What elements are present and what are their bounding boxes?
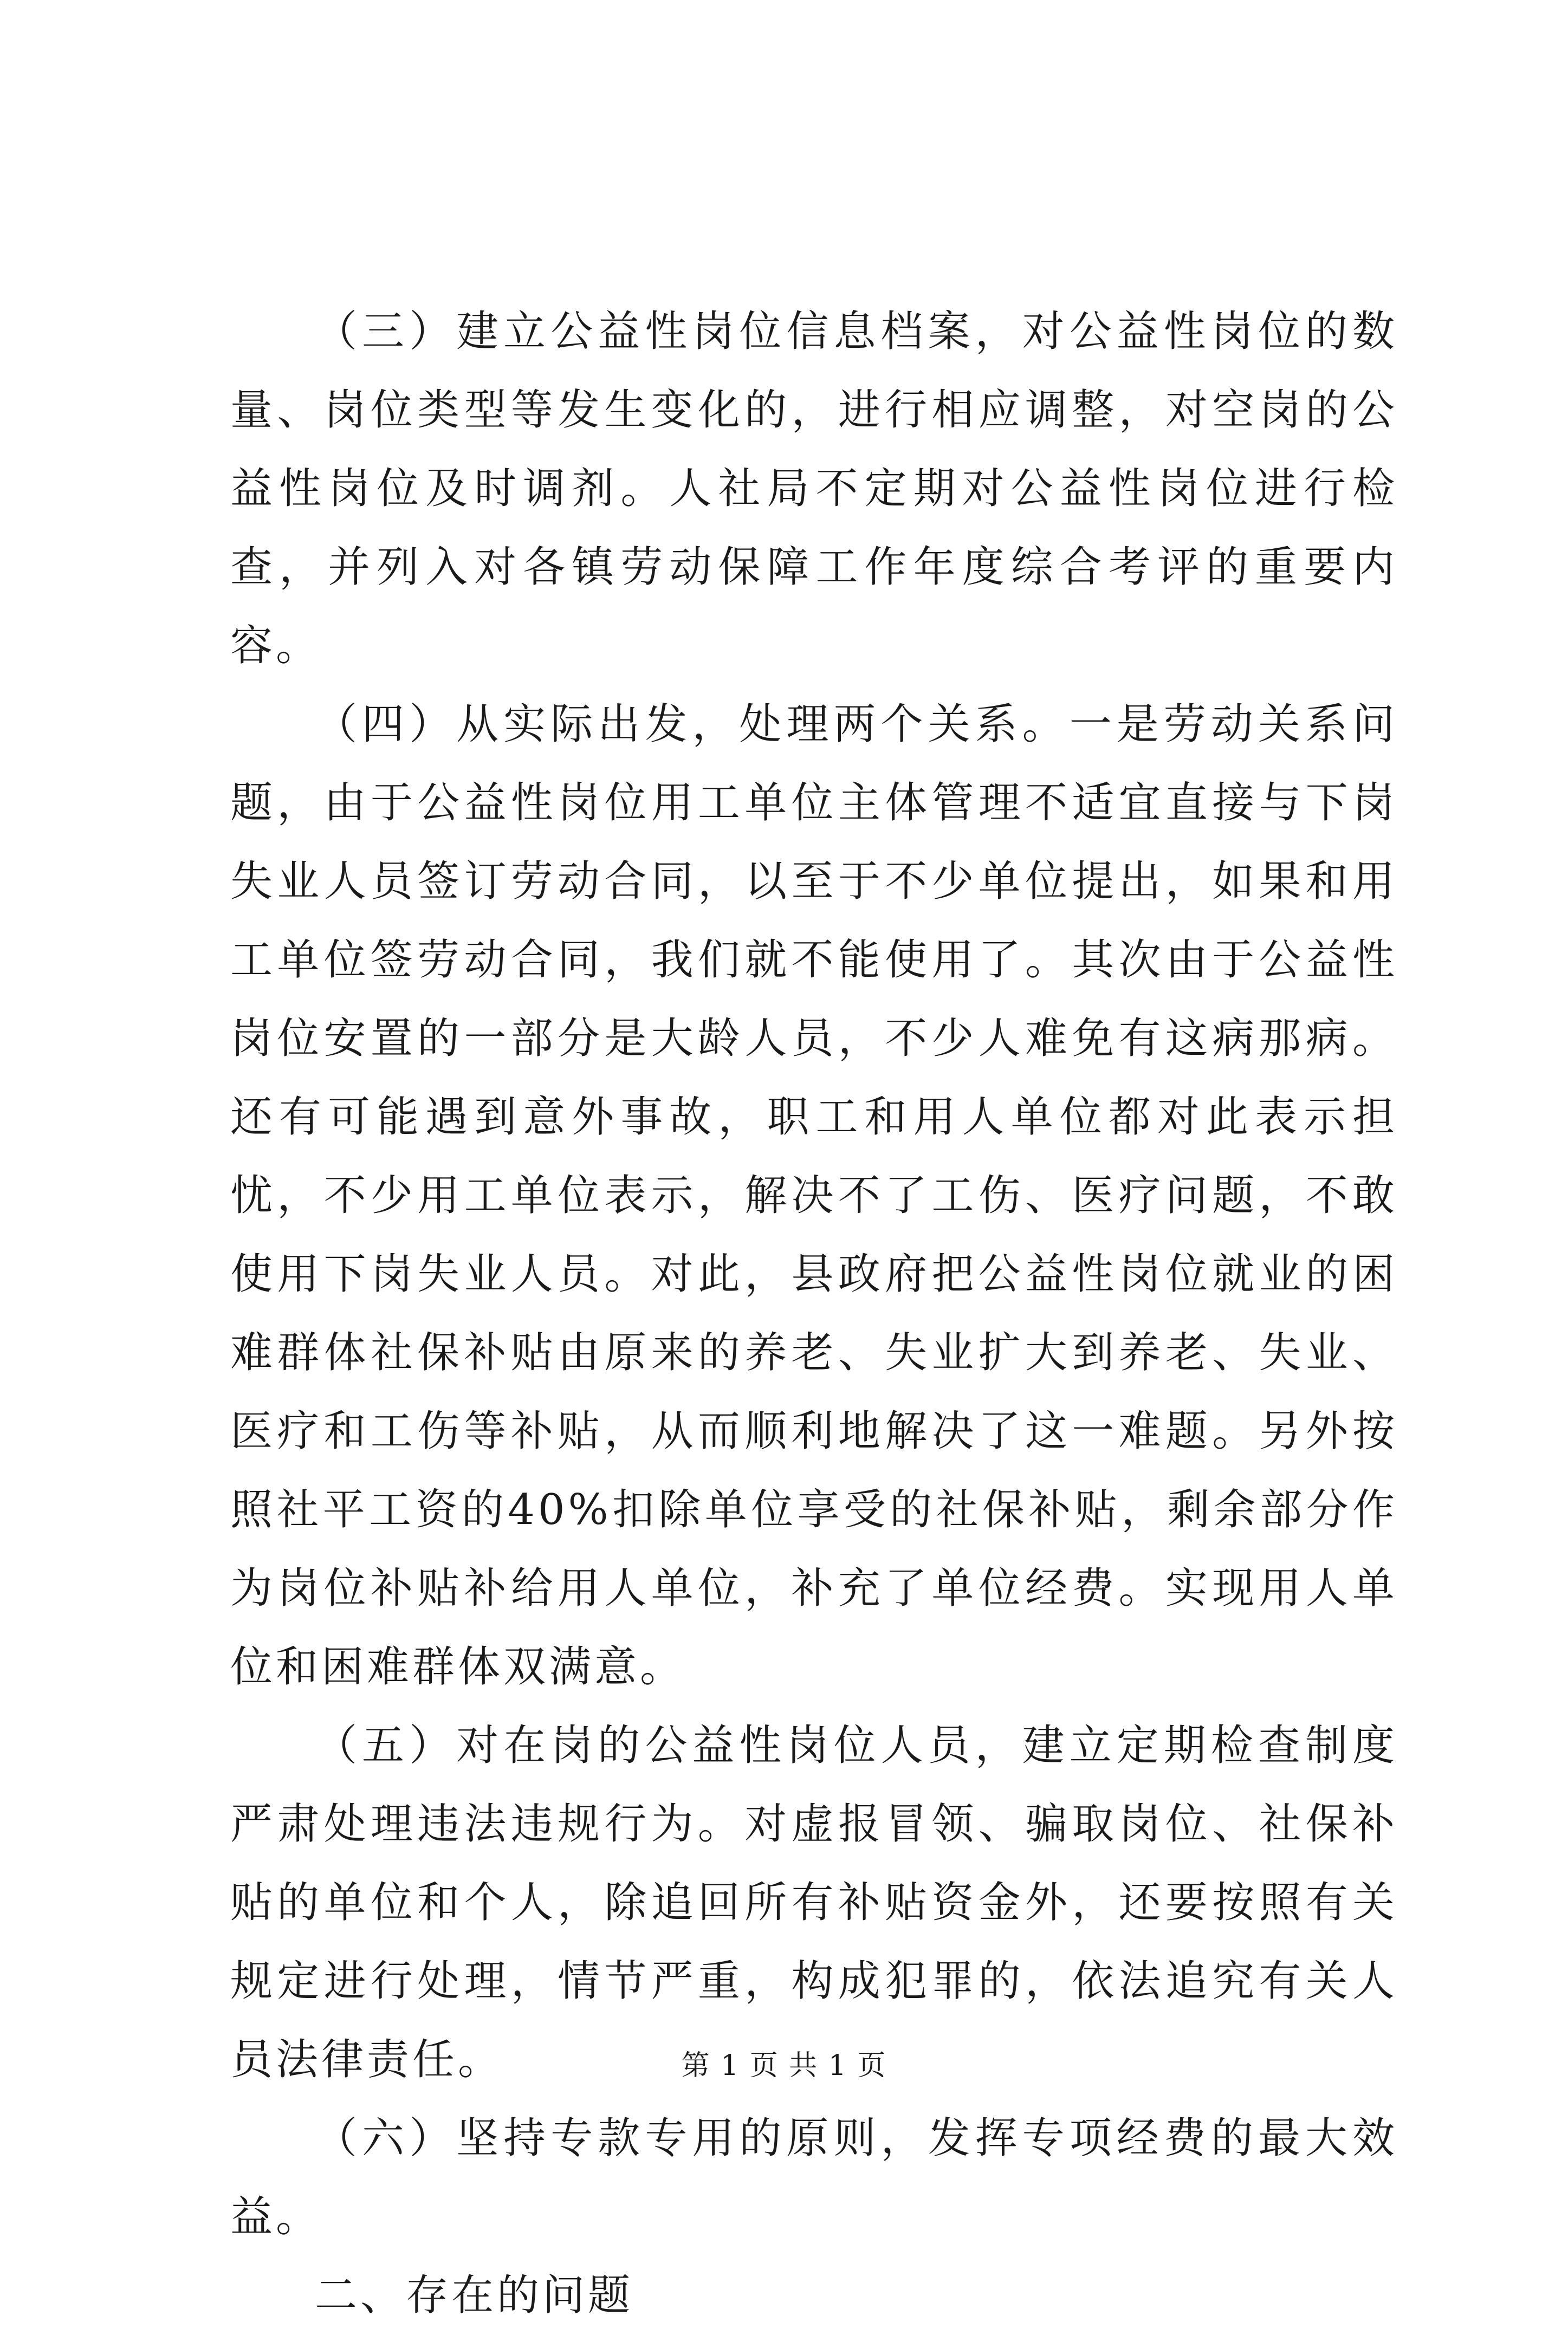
document-body [230, 293, 1398, 2335]
paragraph-6: （六）坚持专款专用的原则，发挥专项经费的最大效益。 [230, 2114, 1398, 2241]
paragraph-3: （三）建立公益性岗位信息档案，对公益性岗位的数量、岗位类型等发生变化的，进行相应调整，对空岗的公益性岗位及时调剂。人社局不定期对公益性岗位进行检查，并列入对各镇劳动保障工作年度综合考评的重要内容。 [230, 307, 1398, 670]
section-heading: 二、存在的问题 [315, 2271, 634, 2320]
paragraph-5: （五）对在岗的公益性岗位人员，建立定期检查制度严肃处理违法违规行为。对虚报冒领、骗取岗位、社保补贴的单位和个人，除追回所有补贴资金外，还要按照有关规定进行处理，情节严重，构成犯罪的，依法追究有关人员法律责任。 [230, 1721, 1398, 2084]
page-number-footer: 第 1 页 共 1 页 [681, 2049, 887, 2082]
paragraph-4: （四）从实际出发，处理两个关系。一是劳动关系问题，由于公益性岗位用工单位主体管理不适宜直接与下岗失业人员签订劳动合同，以至于不少单位提出，如果和用工单位签劳动合同，我们就不能使用了。其次由于公益性岗位安置的一部分是大龄人员，不少人难免有这病那病。还有可能遇到意外事故，职工和用人单位都对此表示担忧，不少用工单位表示，解决不了工伤、医疗问题，不敢使用下岗失业人员。对此，县政府把公益性岗位就业的困难群体社保补贴由原来的养老、失业扩大到养老、失业、医疗和工伤等补贴，从而顺利地解决了这一难题。另外按照社平工资的40%扣除单位享受的社保补贴，剩余部分作为岗位补贴补给用人单位，补充了单位经费。实现用人单位和困难群体双满意。 [230, 700, 1398, 1691]
